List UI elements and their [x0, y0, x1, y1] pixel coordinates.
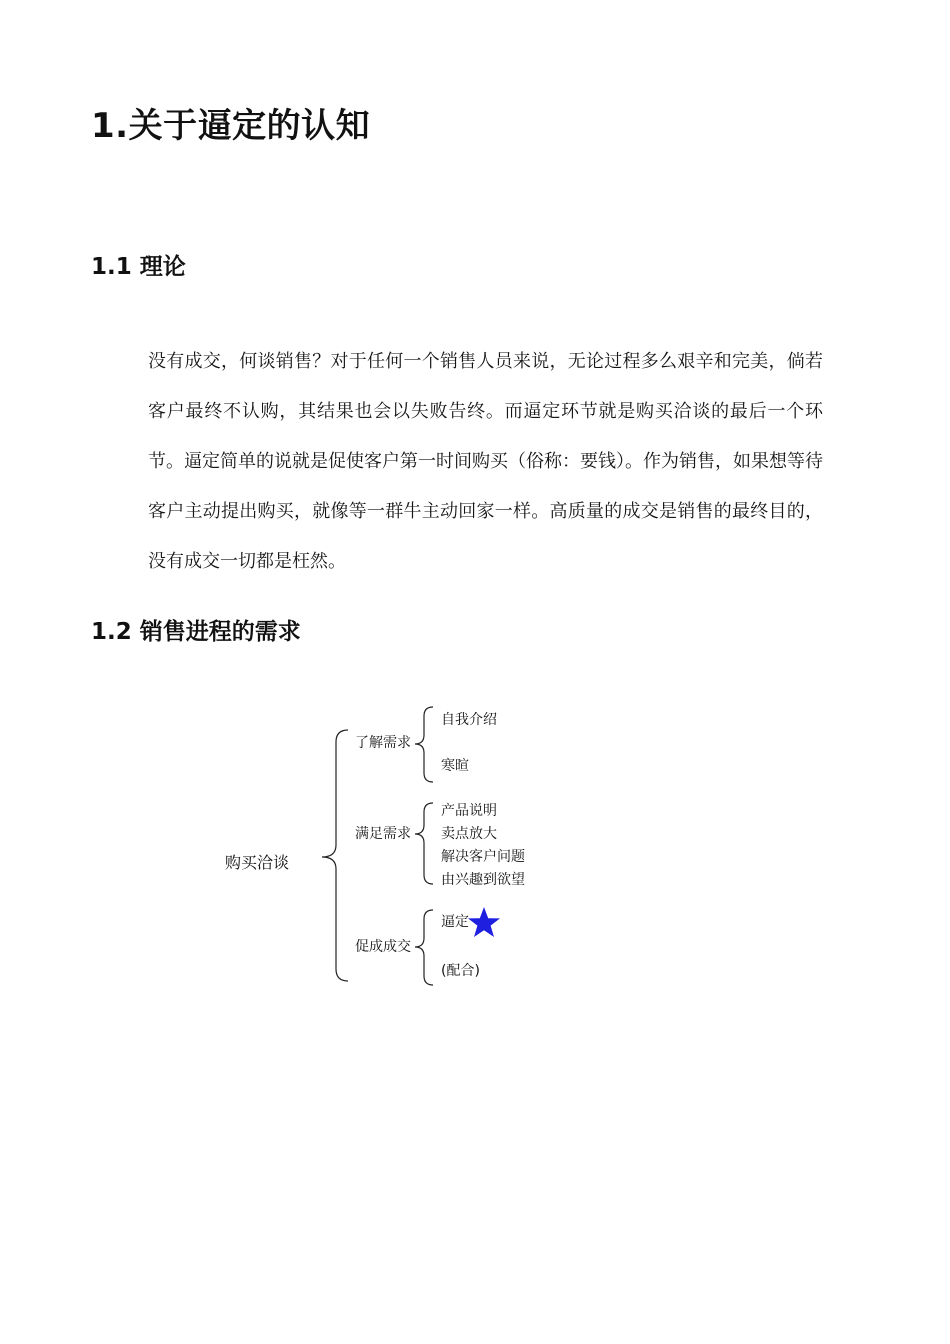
branch-label-understand: 了解需求 [355, 735, 411, 751]
section-heading-sales-process: 1.2 销售进程的需求 [91, 619, 301, 645]
branch-brace-satisfy [415, 803, 433, 884]
leaf-item: (配合) [441, 963, 480, 979]
leaf-item: 卖点放大 [441, 826, 497, 842]
leaf-item: 逼定 [441, 914, 469, 930]
branch-label-satisfy: 满足需求 [355, 826, 411, 842]
leaf-item: 自我介绍 [441, 712, 497, 728]
page-title: 1.关于逼定的认知 [91, 106, 371, 146]
branch-brace-close [415, 910, 433, 985]
leaf-item: 由兴趣到欲望 [441, 872, 525, 888]
branch-brace-understand [415, 707, 433, 782]
diagram-root-label: 购买洽谈 [225, 853, 290, 872]
leaf-item: 解决客户问题 [441, 849, 525, 865]
theory-paragraph: 没有成交，何谈销售？对于任何一个销售人员来说，无论过程多么艰辛和完美，倘若客户最终不认购，其结果也会以失败告终。而逼定环节就是购买洽谈的最后一个环节。逼定简单的说就是促使客户第一时间购买（俗称：要钱）。作为销售，如果想等待客户主动提出购买，就像等一群牛主动回家一样。高质量的成交是销售的最终目的，没有成交一切都是枉然。 [148, 351, 823, 572]
section-heading-theory: 1.1 理论 [91, 254, 186, 280]
leaf-item: 产品说明 [441, 803, 497, 819]
leaf-item: 寒暄 [441, 758, 469, 774]
star-icon [466, 905, 502, 941]
root-brace [322, 730, 348, 981]
branch-label-close: 促成成交 [355, 939, 411, 955]
